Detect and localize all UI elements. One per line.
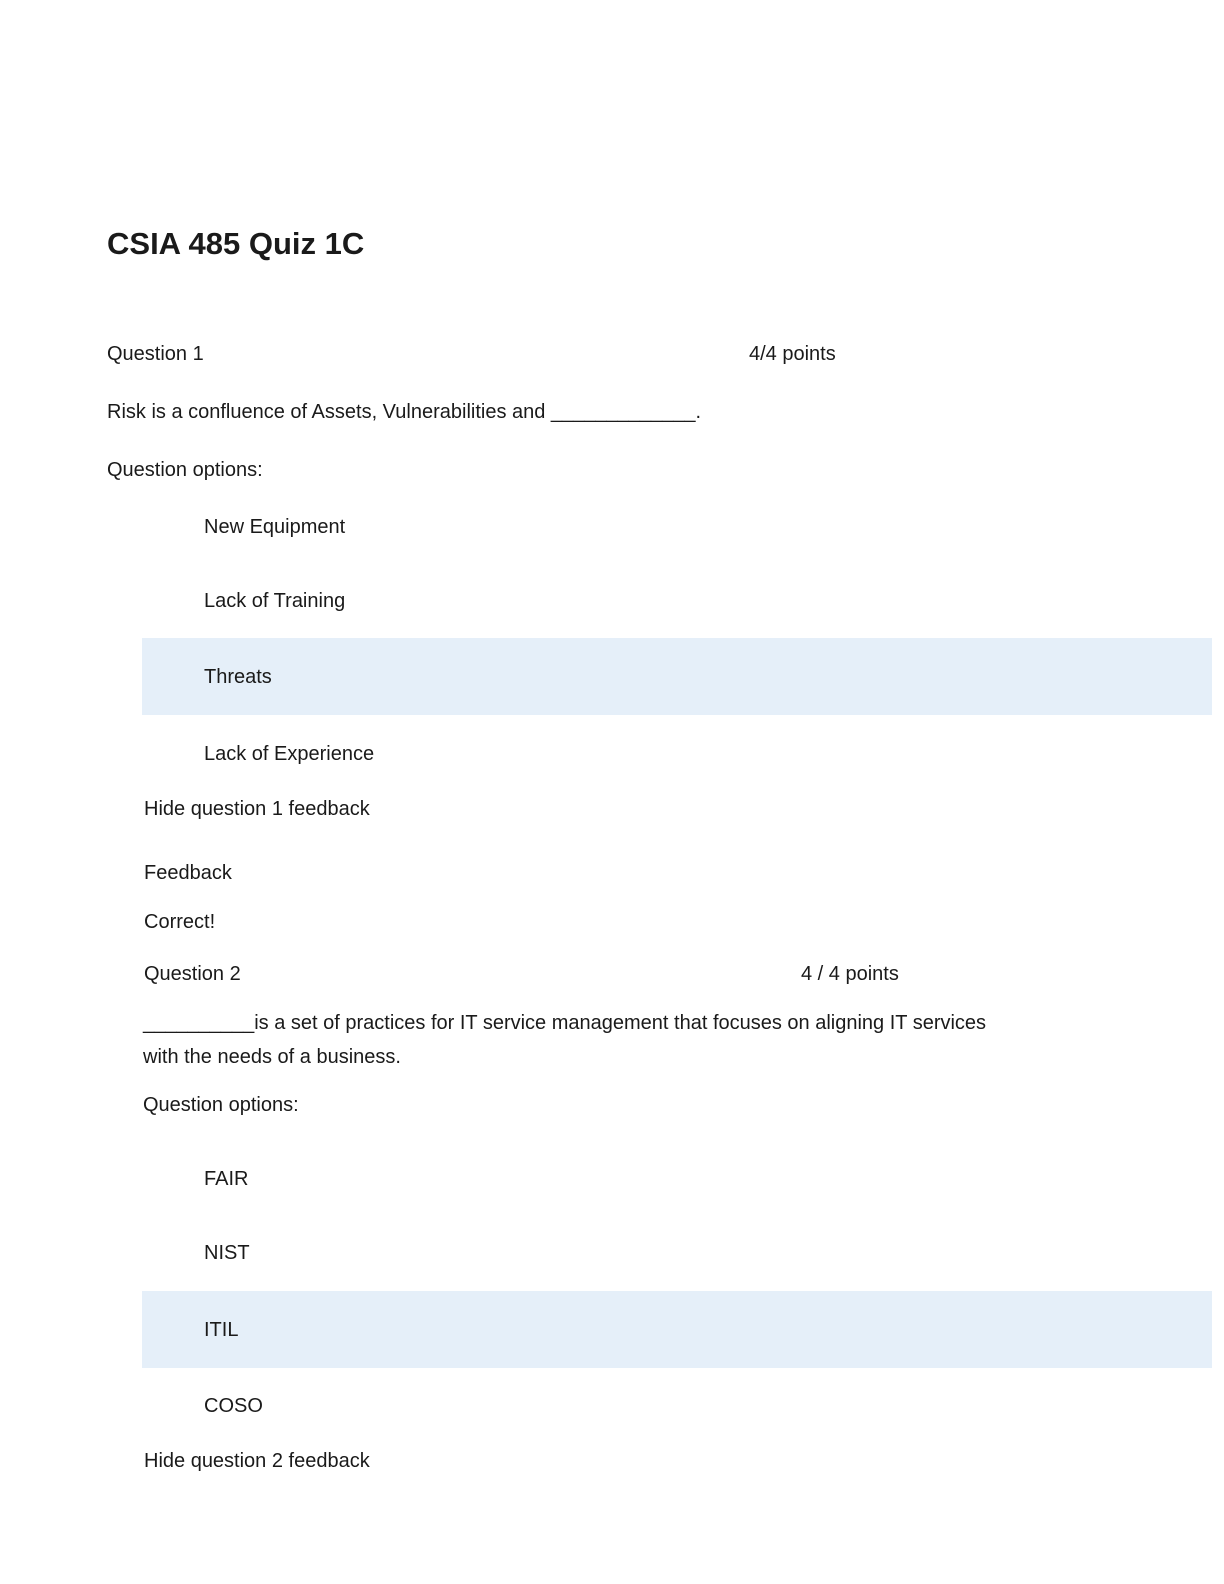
question-1-label: Question 1 xyxy=(107,343,204,365)
question-2-prompt-line-1: __________is a set of practices for IT service management that focuses on aligning IT services xyxy=(143,1012,987,1034)
question-2-hide-feedback-link[interactable]: Hide question 2 feedback xyxy=(144,1450,370,1472)
question-1-hide-feedback-link[interactable]: Hide question 1 feedback xyxy=(144,798,370,820)
question-2-option-coso[interactable]: COSO xyxy=(204,1395,263,1417)
question-2-option-fair[interactable]: FAIR xyxy=(204,1168,249,1190)
question-1-selected-highlight xyxy=(142,638,1212,715)
page-title: CSIA 485 Quiz 1C xyxy=(107,226,365,261)
question-2-option-nist[interactable]: NIST xyxy=(204,1242,250,1264)
question-2-options-label: Question options: xyxy=(143,1094,299,1116)
question-2-prompt-line-2: with the needs of a business. xyxy=(143,1046,401,1068)
question-1-option-threats[interactable]: Threats xyxy=(204,666,272,688)
question-2-label: Question 2 xyxy=(144,963,241,985)
question-2-points: 4 / 4 points xyxy=(801,963,899,985)
question-1-option-lack-of-experience[interactable]: Lack of Experience xyxy=(204,743,375,765)
question-1-prompt: Risk is a confluence of Assets, Vulnerabilities and _____________. xyxy=(107,401,702,423)
question-1-options-label: Question options: xyxy=(107,459,263,481)
question-1-points: 4/4 points xyxy=(749,343,836,365)
question-1-feedback-heading: Feedback xyxy=(144,862,232,884)
question-1-option-new-equipment[interactable]: New Equipment xyxy=(204,516,346,538)
question-1-feedback-text: Correct! xyxy=(144,911,216,933)
question-1-option-lack-of-training[interactable]: Lack of Training xyxy=(204,590,346,612)
question-2-option-itil[interactable]: ITIL xyxy=(204,1319,239,1341)
question-2-selected-highlight xyxy=(142,1291,1212,1368)
